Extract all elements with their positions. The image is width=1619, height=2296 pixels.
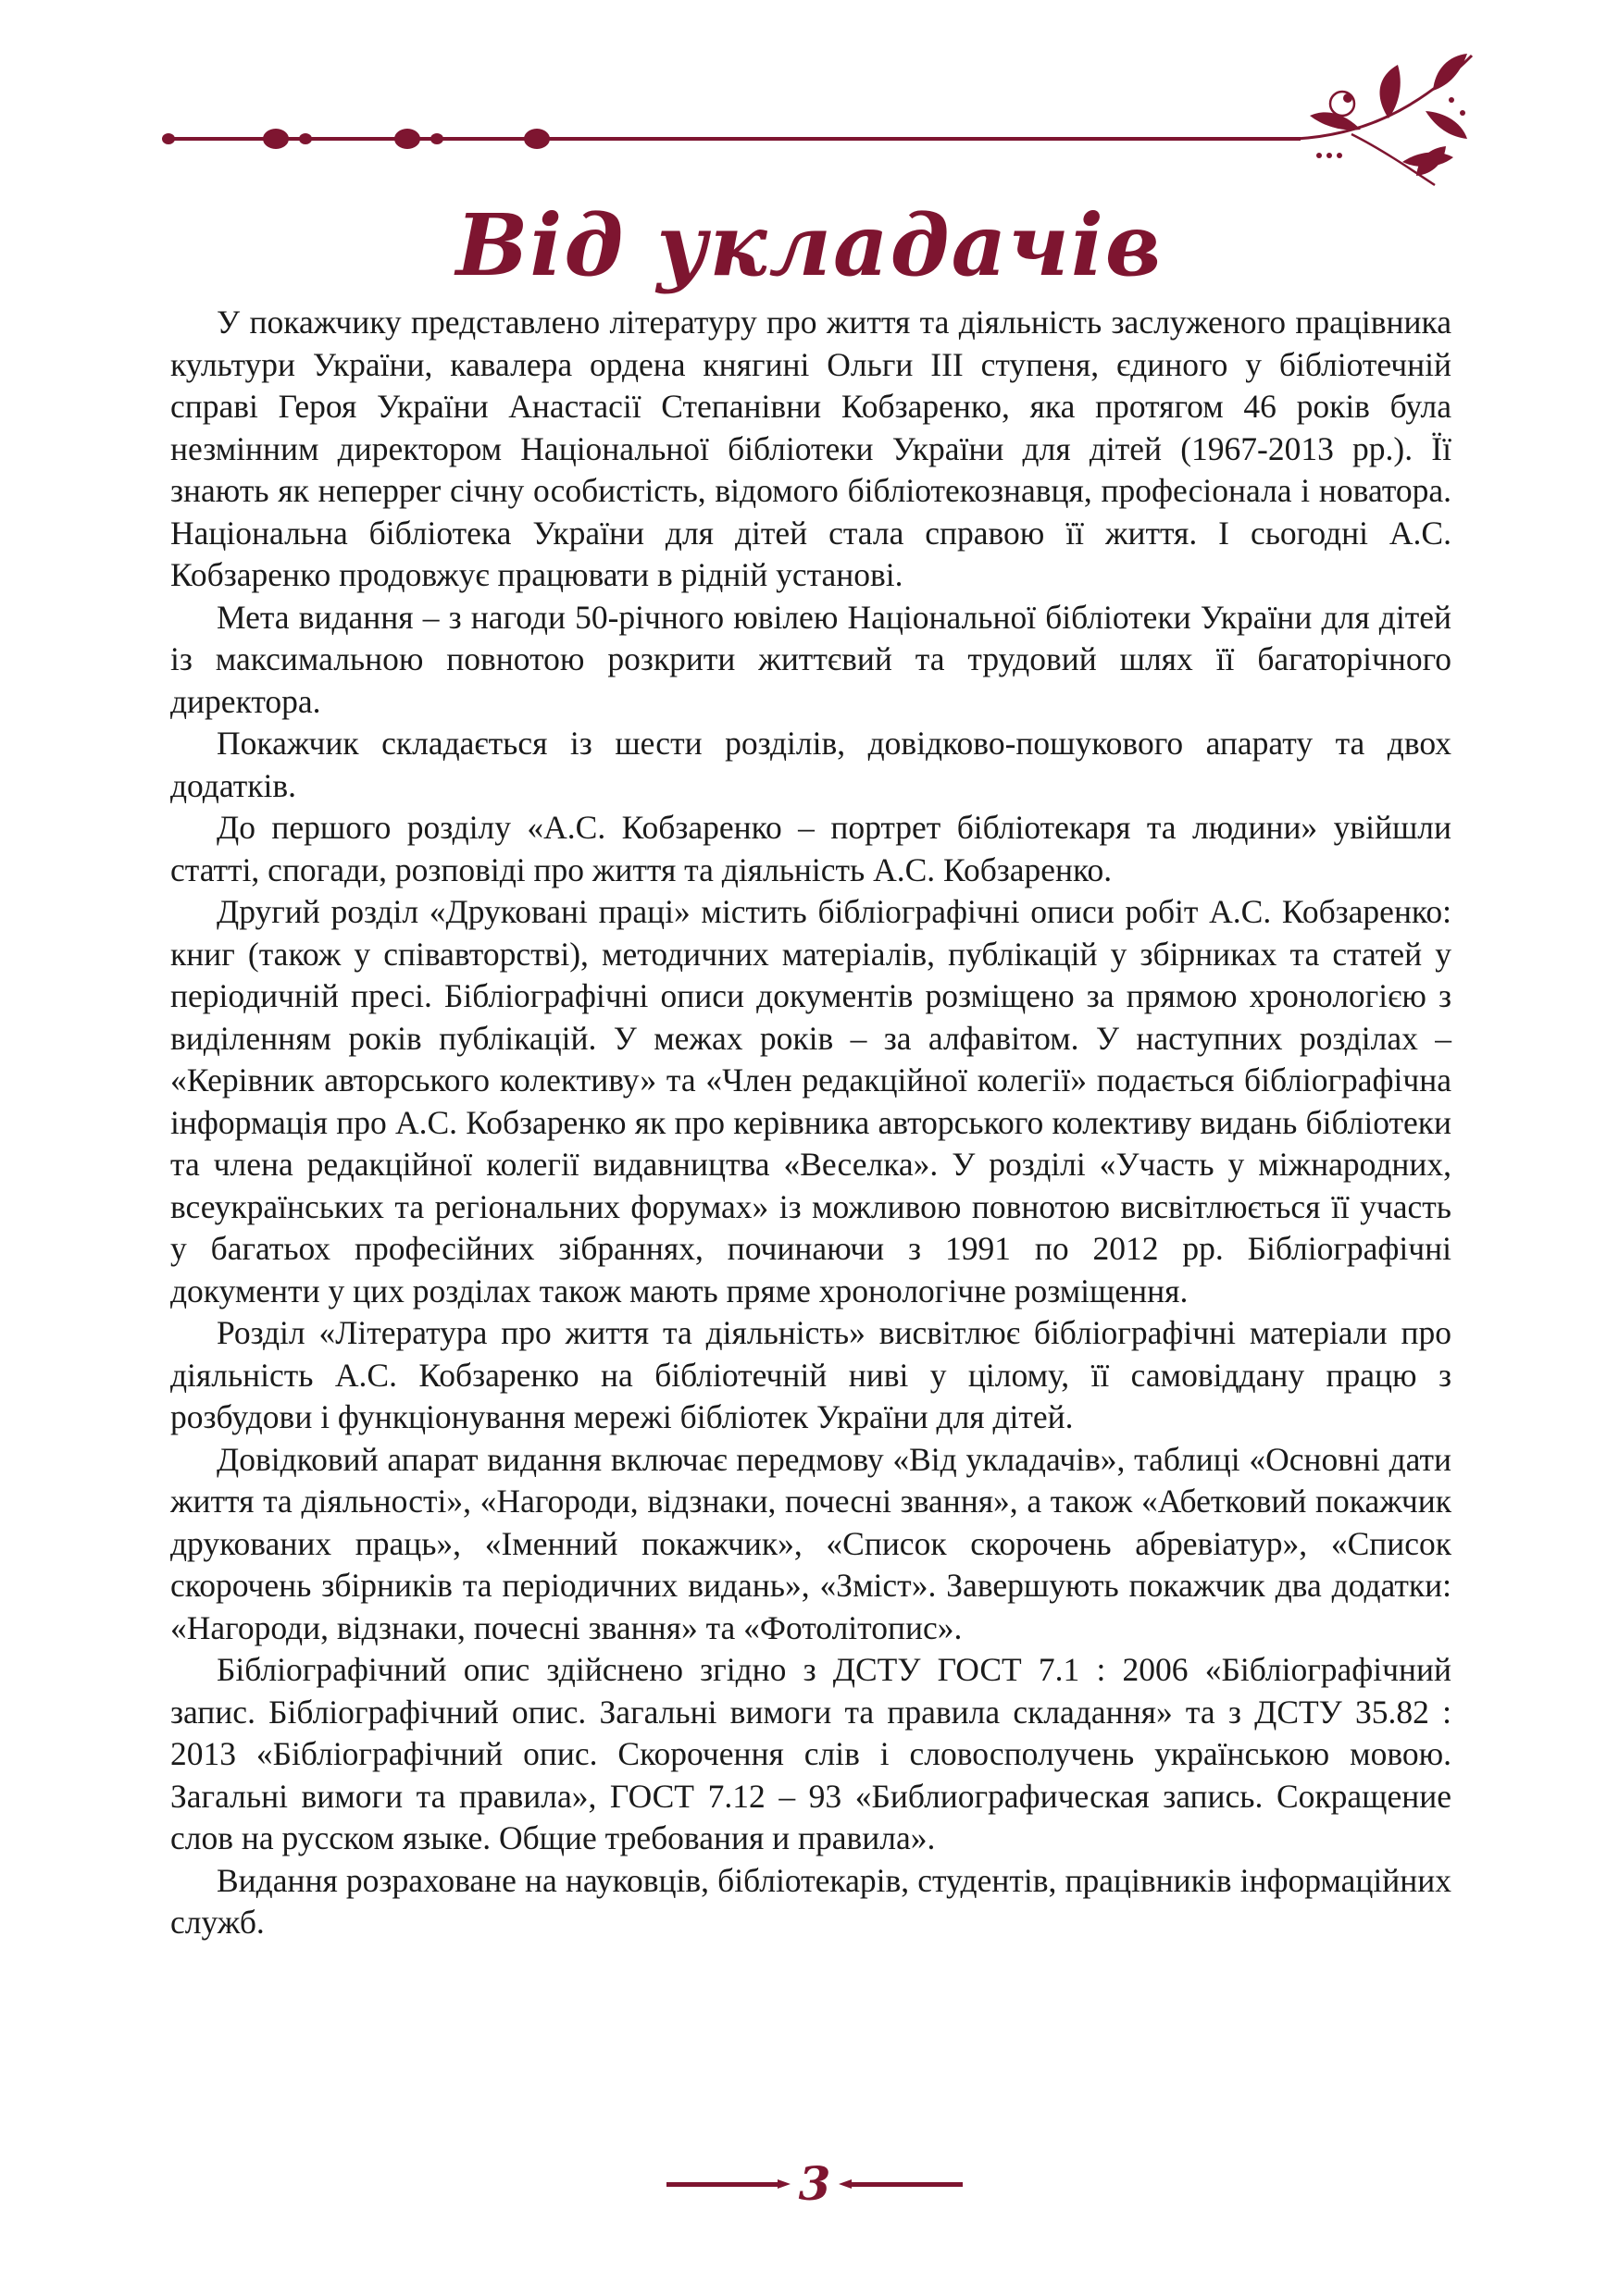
paragraph: Видання розраховане на науковців, бібліотекарів, студентів, працівників інформаційних служб.: [170, 1861, 1451, 1941]
page-title: Від укладачів: [455, 195, 1164, 295]
floral-branch-icon: [1296, 54, 1472, 185]
paragraph: У покажчику представлено літературу про життя та діяльність заслуженого працівника культури України, кавалера ордена княгині Ольги III ступеня, єдиного у бібліотечній справі Героя України Анастасії Степанівни Кобзаренко, яка протягом 46 років була незмінним директором Національної бібліотеки України для дітей (1967-2013 рр.). Її знають як неперper січну особистість, відомого бібліотекознавця, професіонала і новатора. Національна бібліотека України для дітей стала справою її життя. І сьогодні А.С. Кобзаренко продовжує працювати в рідній установі.: [170, 304, 1451, 593]
body-text: [170, 302, 1451, 1944]
paragraph: Розділ «Література про життя та діяльність» висвітлює бібліографічні матеріали про діяльність А.С. Кобзаренко на бібліотечній ниві у цілому, її самовіддану працю з розбудови і функціонування мережі бібліотек України для дітей.: [170, 1314, 1451, 1435]
header-ornament: [157, 46, 1490, 194]
page-footer: [0, 2147, 1619, 2221]
footer-rule-right: [852, 2182, 963, 2187]
paragraph: Бібліографічний опис здійснено згідно з ДСТУ ГОСТ 7.1 : 2006 «Бібліографічний запис. Бібліографічний опис. Загальні вимоги та правила складання» та з ДСТУ 35.82 : 2013 «Бібліографічний опис. Скорочення слів і словосполучень українською мовою. Загальні вимоги та правила», ГОСТ 7.12 – 93 «Библиографическая запись. Сокращение слов на русском языке. Общие требования и правила».: [170, 1651, 1451, 1856]
footer-rule-left: [666, 2182, 778, 2187]
paragraph: Мета видання – з нагоди 50-річного ювілею Національної бібліотеки України для дітей із максимальною повнотою розкрити життєвий та трудовий шлях її багаторічного директора.: [170, 598, 1451, 720]
paragraph: Покажчик складається із шести розділів, довідково-пошукового апарату та двох додатків.: [170, 725, 1451, 804]
page-number: 3: [798, 2156, 831, 2211]
paragraph: До першого розділу «А.С. Кобзаренко – портрет бібліотекаря та людини» увійшли статті, спогади, розповіді про життя та діяльність А.С. Кобзаренко.: [170, 809, 1451, 888]
paragraph: Другий розділ «Друковані праці» містить бібліографічні описи робіт А.С. Кобзаренко: книг (також у співавторстві), методичних матеріалів, публікацій у збірниках та статей у періодичній пресі. Бібліографічні описи документів розміщено за прямою хронологією з виділенням років публікацій. У межах років – за алфавітом. У наступних розділах – «Керівник авторського колективу» та «Член редакційної колегії» подається бібліографічна інформація про А.С. Кобзаренко як про керівника авторського колективу видань бібліотеки та члена редакційної колегії видавництва «Веселка». У розділі «Участь у міжнародних, всеукраїнських та регіональних форумах» із можливою повнотою висвітлюється її участь у багатьох професійних зібраннях, починаючи з 1991 по 2012 рр. Бібліографічні документи у цих розділах також мають пряме хронологічне розміщення.: [170, 893, 1451, 1309]
paragraph: Довідковий апарат видання включає передмову «Від укладачів», таблиці «Основні дати життя та діяльності», «Нагороди, відзнаки, почесні звання», а також «Абетковий покажчик друкованих праць», «Іменний покажчик», «Список скорочень абревіатур», «Список скорочень збірників та періодичних видань», «Зміст». Завершують покажчик два додатки: «Нагороди, відзнаки, почесні звання» та «Фотолітопис».: [170, 1440, 1451, 1646]
